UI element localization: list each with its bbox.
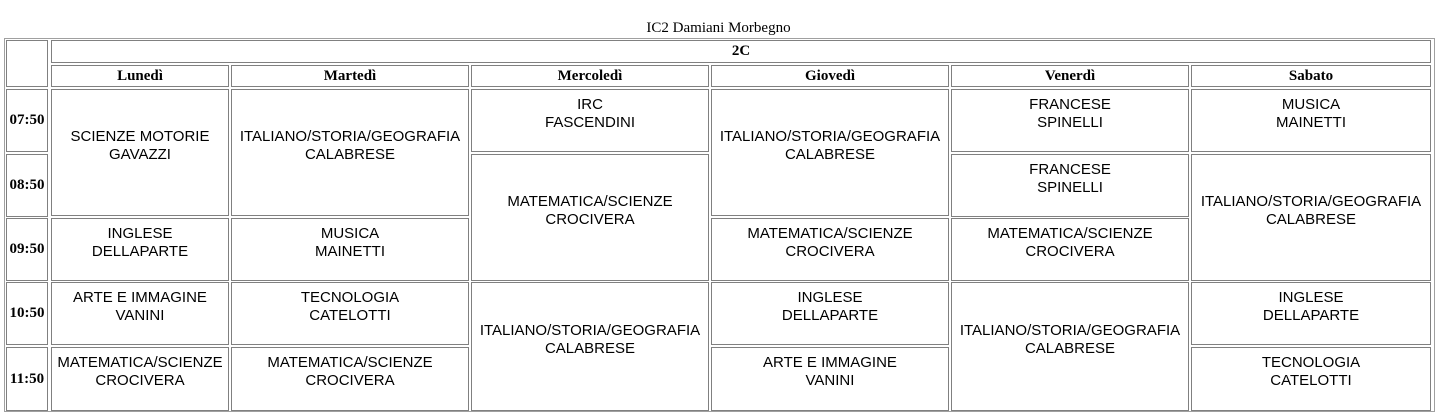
lesson-cell xyxy=(711,218,949,281)
time-slot-1: 07:50 xyxy=(6,89,48,152)
lesson-cell xyxy=(1191,282,1431,345)
lesson-cell xyxy=(231,218,469,281)
lesson-subject: FRANCESE xyxy=(1029,95,1111,113)
lesson-subject: INGLESE xyxy=(797,288,863,306)
lesson-subject: MATEMATICA/SCIENZE xyxy=(57,354,223,371)
lesson-subject: TECNOLOGIA xyxy=(300,288,400,306)
lesson-cell xyxy=(51,89,229,216)
lesson-teacher: CATELOTTI xyxy=(309,306,391,324)
lesson-teacher: DELLAPARTE xyxy=(91,242,189,260)
lesson-teacher: CALABRESE xyxy=(544,339,636,357)
lesson-cell xyxy=(51,347,229,411)
lesson-subject: ARTE E IMMAGINE xyxy=(763,354,897,371)
day-header-lunedi: Lunedì xyxy=(51,65,229,87)
lesson-subject: TECNOLOGIA xyxy=(1261,354,1361,371)
lesson-cell xyxy=(1191,89,1431,152)
day-header-martedi: Martedì xyxy=(231,65,469,87)
lesson-cell xyxy=(711,347,949,411)
lesson-subject: ARTE E IMMAGINE xyxy=(73,288,207,306)
lesson-teacher: CROCIVERA xyxy=(545,210,635,228)
lesson-cell xyxy=(1191,347,1431,411)
lesson-subject: MATEMATICA/SCIENZE xyxy=(747,224,913,242)
lesson-teacher: FASCENDINI xyxy=(544,113,635,131)
lesson-teacher: SPINELLI xyxy=(1037,113,1103,131)
lesson-cell xyxy=(471,89,709,152)
lesson-subject: ITALIANO/STORIA/GEOGRAFIA xyxy=(479,321,701,339)
day-header-mercoledi: Mercoledì xyxy=(471,65,709,87)
lesson-teacher: CROCIVERA xyxy=(95,372,185,389)
lesson-cell xyxy=(711,89,949,216)
class-header: 2C xyxy=(51,40,1431,63)
lesson-teacher: CALABRESE xyxy=(304,145,396,163)
lesson-subject: ITALIANO/STORIA/GEOGRAFIA xyxy=(1200,192,1422,210)
lesson-teacher: CATELOTTI xyxy=(1270,372,1352,389)
lesson-subject: MATEMATICA/SCIENZE xyxy=(267,354,433,371)
lesson-subject: INGLESE xyxy=(1278,288,1344,306)
lesson-subject: MATEMATICA/SCIENZE xyxy=(507,192,673,210)
lesson-subject: SCIENZE MOTORIE xyxy=(70,127,210,145)
day-header-giovedi: Giovedì xyxy=(711,65,949,87)
lesson-subject: IRC xyxy=(577,95,603,113)
lesson-teacher: SPINELLI xyxy=(1037,178,1103,196)
time-slot-5: 11:50 xyxy=(6,347,48,411)
lesson-subject: ITALIANO/STORIA/GEOGRAFIA xyxy=(719,127,941,145)
lesson-teacher: CALABRESE xyxy=(1024,339,1116,357)
lesson-cell xyxy=(231,89,469,216)
time-slot-2: 08:50 xyxy=(6,154,48,217)
lesson-teacher: CALABRESE xyxy=(1265,210,1357,228)
time-slot-4: 10:50 xyxy=(6,282,48,345)
lesson-teacher: CROCIVERA xyxy=(785,242,875,260)
lesson-teacher: GAVAZZI xyxy=(109,145,171,163)
lesson-teacher: DELLAPARTE xyxy=(1262,306,1360,324)
lesson-cell xyxy=(711,282,949,345)
lesson-cell xyxy=(951,89,1189,152)
lesson-teacher: CROCIVERA xyxy=(1025,242,1115,260)
lesson-subject: INGLESE xyxy=(107,224,173,242)
lesson-cell xyxy=(1191,154,1431,281)
lesson-cell xyxy=(231,282,469,345)
lesson-subject: MUSICA xyxy=(320,224,380,242)
lesson-cell xyxy=(471,282,709,411)
lesson-subject: MUSICA xyxy=(1281,95,1341,113)
lesson-teacher: MAINETTI xyxy=(315,242,385,260)
school-title: IC2 Damiani Morbegno xyxy=(646,20,791,36)
corner-cell xyxy=(6,40,48,87)
lesson-cell xyxy=(231,347,469,411)
lesson-teacher: MAINETTI xyxy=(1276,113,1346,131)
lesson-cell xyxy=(951,282,1189,411)
lesson-subject: ITALIANO/STORIA/GEOGRAFIA xyxy=(959,321,1181,339)
lesson-teacher: VANINI xyxy=(115,306,165,324)
lesson-subject: FRANCESE xyxy=(1029,160,1111,178)
lesson-cell xyxy=(951,218,1189,281)
lesson-cell xyxy=(951,154,1189,217)
lesson-teacher: CALABRESE xyxy=(784,145,876,163)
lesson-cell xyxy=(471,154,709,281)
lesson-teacher: CROCIVERA xyxy=(305,372,395,389)
lesson-cell xyxy=(51,218,229,281)
lesson-cell xyxy=(51,282,229,345)
day-header-venerdi: Venerdì xyxy=(951,65,1189,87)
lesson-teacher: VANINI xyxy=(805,372,855,389)
lesson-subject: ITALIANO/STORIA/GEOGRAFIA xyxy=(239,127,461,145)
lesson-teacher: DELLAPARTE xyxy=(781,306,879,324)
day-header-sabato: Sabato xyxy=(1191,65,1431,87)
lesson-subject: MATEMATICA/SCIENZE xyxy=(987,224,1153,242)
timetable xyxy=(4,38,1435,412)
time-slot-3: 09:50 xyxy=(6,218,48,281)
